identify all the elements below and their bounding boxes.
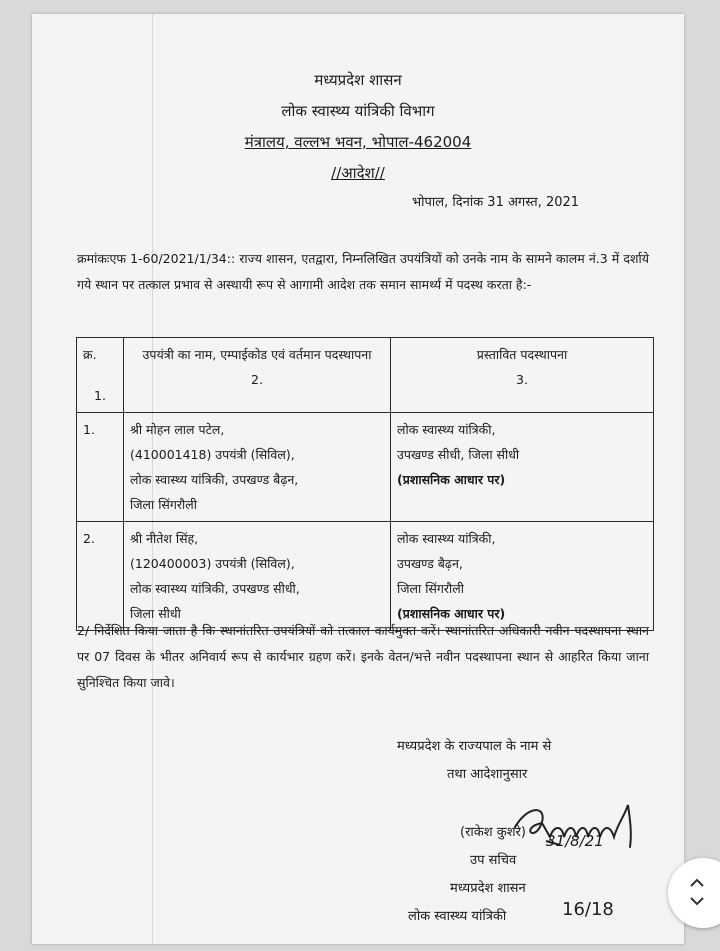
row-proposed: लोक स्वास्थ्य यांत्रिकी, उपखण्ड सीधी, जिला सीधी (प्रशासनिक आधार पर) [391,413,654,522]
header-proposed: प्रस्तावित पदस्थापना 3. [391,338,654,413]
chevron-up-down-icon [688,874,706,914]
basis-note: (प्रशासनिक आधार पर) [397,472,506,487]
officer-name: (राकेश कुशरे) [460,825,526,840]
dept-footer: लोक स्वास्थ्य यांत्रिकी [408,909,507,924]
direction-paragraph: 2/ निर्देशित किया जाता है कि स्थानांतरित उपयंत्रियों को तत्काल कार्यमुक्त करें। स्थानांतरित अधिकारी नवीन पदस्थापना स्थान पर 07 दिवस के भीतर अनिवार्य रूप से कार्यभार ग्रहण करें। इनके वेतन/भत्ते नवीन पदस्थापना स्थान से आहरित किया जाना सुनिश्चित किया जावे। [77,623,649,690]
row-sno: 1. [77,413,124,522]
order-title: //आदेश// [331,164,385,182]
intro-paragraph: क्रमांकःएफ 1-60/2021/1/34:: राज्य शासन, एतद्वारा, निम्नलिखित उपयंत्रियों को उनके नाम के सामने कालम नं.3 में दर्शाये गये स्थान पर तत्काल प्रभाव से अस्थायी रूप से आगामी आदेश तक समान सामर्थ्य में पदस्थ करता है:- [77,251,649,292]
transfer-table [76,337,654,631]
govt-title: मध्यप्रदेश शासन [314,71,402,89]
table-row [77,413,654,522]
document-page [32,14,684,944]
page-indicator: 16/18 [556,897,620,922]
order-date: भोपाल, दिनांक 31 अगस्त, 2021 [412,195,580,210]
table-header-row [77,338,654,413]
officer-designation: उप सचिव [470,853,517,868]
header-employee: उपयंत्री का नाम, एम्पाईकोड एवं वर्तमान पदस्थापना 2. [124,338,391,413]
row-employee: श्री नीतेश सिंह, (120400003) उपयंत्री (सिविल), लोक स्वास्थ्य यांत्रिकी, उपखण्ड सीधी, जिला सीधी [124,522,391,631]
row-employee: श्री मोहन लाल पटेल, (410001418) उपयंत्री (सिविल), लोक स्वास्थ्य यांत्रिकी, उपखण्ड बैढ़न, जिला सिंगरौली [124,413,391,522]
row-sno: 2. [77,522,124,631]
govt-footer: मध्यप्रदेश शासन [450,881,526,896]
address-line: मंत्रालय, वल्लभ भवन, भोपाल-462004 [244,133,472,151]
header-sno: क्र. 1. [77,338,124,413]
basis-note: (प्रशासनिक आधार पर) [397,606,506,621]
signature-line1: मध्यप्रदेश के राज्यपाल के नाम से [397,739,552,754]
department-title: लोक स्वास्थ्य यांत्रिकी विभाग [281,102,435,120]
handwritten-date: 31/8/21 [546,832,604,850]
signature-line2: तथा आदेशानुसार [447,767,528,782]
row-proposed: लोक स्वास्थ्य यांत्रिकी, उपखण्ड बैढ़न, जिला सिंगरौली (प्रशासनिक आधार पर) [391,522,654,631]
table-row [77,522,654,631]
